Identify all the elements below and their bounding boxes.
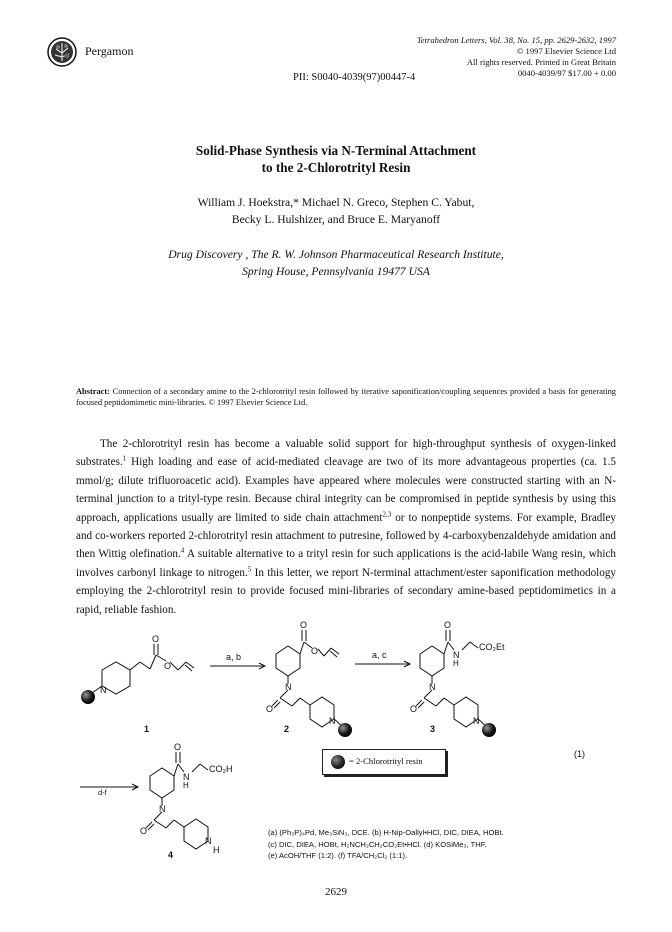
para-sentence-3: or to nonpeptide systems. For example, Bradley and co-workers reported 2-chlorotrityl resin attachment to putresine, followed by 4-carboxybenzaldehyde amidation and then Wittig olefination. <box>76 511 616 561</box>
compound-2-oxo-label: O <box>300 620 308 630</box>
compound-4-ring-n-label: N <box>159 804 166 814</box>
reagents-line-1: (a) (Ph₃P)₄Pd, Me₃SiN₃, DCE. (b) H-Nip-Oallyl•HCl, DIC, DIEA, HOBt. <box>268 828 504 837</box>
reagents-line-2: (c) DIC, DIEA, HOBt, H₂NCH₂CH₂CO₂Et•HCl. (d) KOSiMe₃, THF. <box>268 839 487 849</box>
compound-1-n-label: N <box>100 685 107 695</box>
abstract-label: Abstract: <box>76 387 110 396</box>
arrow-3-reagent-label: d-f <box>98 788 107 797</box>
compound-3-amide-h-label: H <box>453 659 459 668</box>
para-sentence-1: The 2-chlorotrityl resin has become a valuable solid support for high-throughput synthesis of oxygen-linked substrates. <box>76 438 616 469</box>
reference-1: 1 <box>122 454 127 463</box>
compound-4-free-n-label: N <box>205 836 212 846</box>
reference-2-3: 2,3 <box>382 509 392 518</box>
compound-4-structure <box>146 752 208 849</box>
compound-3-ester-group: CO₂Et <box>479 642 505 652</box>
reference-5: 5 <box>247 565 252 574</box>
authors-line-1: William J. Hoekstra,* Michael N. Greco, Stephen C. Yabut, <box>197 196 475 209</box>
reaction-arrow-2 <box>355 661 410 667</box>
compound-3-amide-n-label: N <box>453 650 460 660</box>
publisher-name: Pergamon <box>85 44 134 58</box>
arrow-2-reagent-label: a, c <box>372 650 387 660</box>
compound-1-ester-o-label: O <box>164 661 172 671</box>
article-title <box>0 142 672 176</box>
compound-4-amide-n-label: N <box>183 772 190 782</box>
citation-journal: Tetrahedron Letters, Vol. 38, No. 15, pp. 2629-2632, 1997 <box>416 35 616 45</box>
title-line-1: Solid-Phase Synthesis via N-Terminal Attachment <box>195 143 477 158</box>
compound-label-2: 2 <box>284 724 290 734</box>
citation-block <box>417 35 616 79</box>
affiliation-line-1: Drug Discovery , The R. W. Johnson Pharmaceutical Research Institute, <box>168 248 504 261</box>
authors-line-2: Becky L. Hulshizer, and Bruce E. Maryanoff <box>231 213 441 226</box>
compound-4-acid-group: CO₂H <box>209 764 233 774</box>
abstract <box>76 387 616 408</box>
page-number: 2629 <box>325 886 347 898</box>
compound-1-structure <box>81 644 194 704</box>
body-paragraph <box>76 435 616 619</box>
compound-3-resin-n-label: N <box>473 716 480 726</box>
reaction-arrow-1 <box>210 663 265 669</box>
compound-4-amide-h-label: H <box>183 781 189 790</box>
abstract-text: Connection of a secondary amine to the 2-chlorotrityl resin followed by iterative saponification/coupling sequences provided a basis for generating focused peptidomimetic mini-libraries. © 1997 Elsevier Science Ltd. <box>76 387 616 407</box>
title-line-2: to the 2-Chlorotrityl Resin <box>261 160 411 175</box>
compound-2-ester-o-label: O <box>311 646 319 656</box>
para-sentence-2: High loading and ease of acid-mediated cleavage are two of its more advantageous properties (ca. 1.5 mmol/g; dilute trifluoroacetic acid). Examples have appeared where molecules were constructed starting with an N-terminal junction to a trityl-type resin. Because chiral integrity can be compromised in peptide synthesis by using this approach, applications usually are limited to side chain attachment <box>76 456 616 524</box>
citation-rights: All rights reserved. Printed in Great Britain <box>466 57 616 67</box>
compound-label-1: 1 <box>144 724 150 734</box>
para-sentence-5: In this letter, we report N-terminal attachment/ester saponification methodology employing the 2-chlorotrityl resin to provide focused mini-libraries of secondary amine-based peptidomimetics in a rapid, reliable fashion. <box>76 566 616 616</box>
resin-legend <box>322 749 446 775</box>
resin-legend-text: = 2-Chlorotrityl resin <box>349 756 423 766</box>
compound-4-carbonyl-o-label: O <box>140 826 148 836</box>
compound-4-free-h-label: H <box>213 845 220 855</box>
reagent-conditions <box>268 827 504 862</box>
reagents-line-3: (e) AcOH/THF (1:2). (f) TFA/CH₂Cl₂ (1:1). <box>268 851 408 860</box>
compound-1-oxo-label: O <box>152 634 160 644</box>
elsevier-tree-logo <box>47 37 77 67</box>
affiliation-line-2: Spring House, Pennsylvania 19477 USA <box>242 265 430 278</box>
compound-3-ring-n-label: N <box>429 682 436 692</box>
equation-number: (1) <box>574 749 585 759</box>
citation-copyright: © 1997 Elsevier Science Ltd <box>516 46 616 56</box>
author-list <box>0 194 672 228</box>
compound-3-carbonyl-o-label: O <box>410 704 418 714</box>
citation-price: 0040-4039/97 $17.00 + 0.00 <box>517 68 616 78</box>
arrow-1-reagent-label: a, b <box>226 652 242 662</box>
reaction-arrow-3 <box>80 784 138 790</box>
resin-ball-icon <box>331 755 345 769</box>
compound-2-amide-n-label: N <box>285 682 292 692</box>
affiliation <box>0 246 672 280</box>
pii-identifier: PII: S0040-4039(97)00447-4 <box>293 72 416 83</box>
para-sentence-4: A suitable alternative to a trityl resin for such applications is the acid-labile Wang resin, which involves carbonyl linkage to nitrogen. <box>76 548 616 579</box>
compound-label-3: 3 <box>430 724 436 734</box>
compound-4-oxo-label: O <box>174 742 182 752</box>
compound-2-carbonyl-o-label: O <box>266 704 274 714</box>
compound-2-resin-n-label: N <box>329 716 336 726</box>
reference-4: 4 <box>180 546 185 555</box>
compound-3-oxo-label: O <box>444 620 452 630</box>
compound-label-4: 4 <box>168 850 174 860</box>
